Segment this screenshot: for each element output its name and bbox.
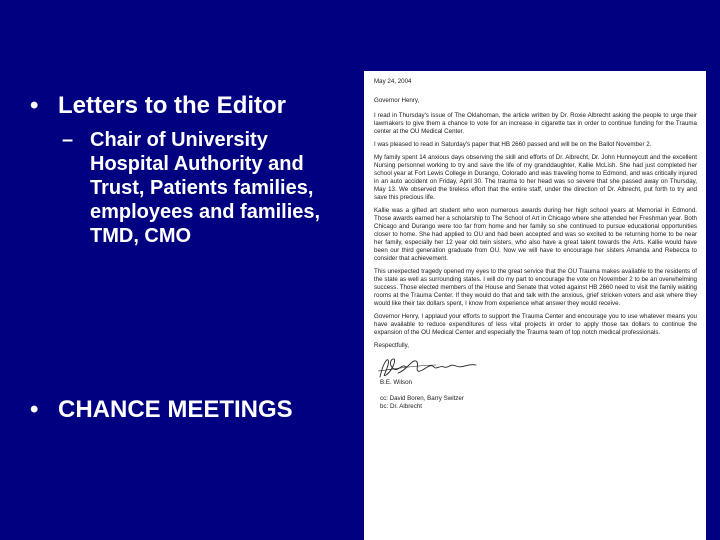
bullet-chance-meetings (30, 396, 293, 424)
letter-paragraph: Kallie was a gifted art student who won numerous awards during her high school years at Memorial in Edmond. Those awards earned her a scholarship to The School of Art in Chicago where she attended her Freshman year. Both Chicago and Durango were too far from home and her family so she continued to pursue educational opportunities closer to home. She had applied to OU and had been accepted and was so excited to be returning home to be near her family, especially her 12 year old twin sisters, who also have a great talent towards the Arts. Kallie would have been our third generation graduate from OU. Now we will have to encourage her sisters Amanda and Rebecca to consider that achievement. (374, 207, 697, 262)
sub-bullet-recipients (62, 128, 352, 248)
bullet-letters-to-editor (30, 92, 286, 120)
letter-closing: Respectfully, (374, 342, 409, 349)
dash-mark: – (62, 129, 74, 151)
letter-date: May 24, 2004 (374, 78, 412, 85)
bullet-text: CHANCE MEETINGS (58, 396, 293, 423)
letter-cc: cc: David Boren, Barry Switzer (380, 395, 464, 402)
letter-paragraph: Governor Henry, I applaud your efforts to support the Trauma Center and encourage you to use whatever means you have available to reduce expenditures of less vital projects in order to apply those tax dollars to continue the expansion of the OU Medical Center and especially the Trauma team of top notch medical professionals. (374, 313, 697, 336)
letter-signer: B.E. Wilson (380, 379, 412, 386)
letter-paragraph: I read in Thursday's issue of The Oklahoman, the article written by Dr. Roxie Albrecht asking the people to urge their lawmakers to give them a chance to vote for an increase in cigarette tax in order to continue funding for the Trauma center at the OU Medical Center. (374, 112, 697, 135)
letter-salutation: Governor Henry, (374, 97, 420, 104)
sub-bullet-text: Chair of University Hospital Authority and Trust, Patients families, employees and families, TMD, CMO (90, 129, 321, 247)
bullet-mark: • (30, 396, 39, 423)
letter-paragraph: This unexpected tragedy opened my eyes to the great service that the OU Trauma makes available to the residents of the state as well as surrounding states. I will do my part to encourage the vote on November 2 to be an overwhelming success. Those elected members of the House and Senate that voted against HB 2660 need to visit the family waiting rooms at the Trauma Center. If they would do that and talk with the anxious, grief stricken voters and ask where they would like their tax dollars spent, I know from experience what answer they would receive. (374, 268, 697, 307)
letter-paragraph: My family spent 14 anxious days observing the skill and efforts of Dr. Albrecht, Dr. John Hunneycutt and the excellent Nursing personnel working to try and save the life of my granddaughter, Kallie McLish. She had just completed her school year at Fort Lewis College in Durango, Colorado and was traveling home to Edmond, and was critically injured in an auto accident on Friday, April 30. The trauma to her head was so severe that she passed away on Thursday, May 13. We observed the tireless effort that the entire staff, under the direction of Dr. Albrecht, put forth to try and save this precious life. (374, 154, 697, 201)
bullet-text: Letters to the Editor (58, 92, 287, 119)
letter-paragraph: I was pleased to read in Saturday's paper that HB 2660 passed and will be on the Ballot November 2. (374, 141, 652, 148)
letter-bc: bc: Dr. Albrecht (380, 403, 422, 410)
letter-image (364, 71, 706, 540)
bullet-mark: • (30, 92, 39, 119)
signature-image (376, 351, 486, 381)
